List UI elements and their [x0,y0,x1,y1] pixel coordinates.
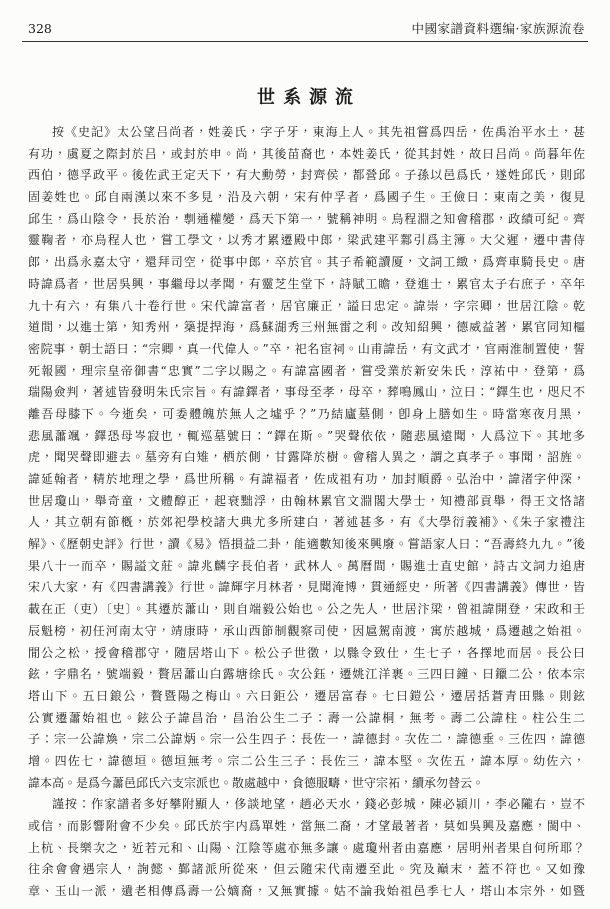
text-line: 宋八大家，有《四書講義》行世。諱輝字月林者，見聞淹博，貫通經史，所著《四書講義》傳世，皆 [28,580,585,595]
text-line: 人，其立朝有節槪，於郊祀學校諸大典尤多所建白，著述甚多，有《大學衍義補》、《朱子家禮注 [28,515,585,530]
text-line: 果八十一而卒，賜謚文莊。諱兆麟字長伯者，武林人。萬曆間，賜進士直史館，詩古文詞力追唐 [28,558,585,573]
header-rule [22,41,588,42]
body-text [28,122,585,903]
text-line: 邱生，爲山陰令，長於治，剸通權變，爲天下第一，號稱神明。烏程淵之知會稽郡，政績可紀。齊 [28,211,585,226]
text-line: 悲風蕭颯，鐸恐母岑寂也，輒巡墓號曰：“鐸在斯。”哭聲依依，隨悲風遠聞，人爲泣下。其地多 [28,428,585,443]
text-line: 道間，以進士第，知秀州，築提捍海，爲蘇湖秀三州無雷之利。改知紹興，德威益著，累官同知樞 [28,320,585,335]
text-line: 世居瓊山，舉奇童，文體醇正，起衰黜浮，由翰林累官文淵閣大學士，知禮部貢舉，得王文恪諸 [28,493,585,508]
section-title: 世系源流 [257,87,361,108]
text-line: 郎，出爲永嘉太守，還拜司空，從事中郎，卒於官。其子希範讀厦，文詞工緻，爲齊車騎長史。唐 [28,255,585,270]
text-line: 章、玉山一派，遺老相傳爲壽一公嫡裔，又無實據。姑不論我始祖邑季七人，塔山本宗外，如暨 [28,884,585,899]
text-line: 靈鞠者，亦烏程人也，嘗工學文，以秀才累遷殿中郎，梁武建平鄴引爲主簿。大父遲，遷中書侍 [28,233,585,248]
text-line: 固姜姓也。邱自兩漢以來不多見，沿及六朝，宋有仲孚者，爲國子生。王儉曰：東南之美，復見 [28,190,585,205]
text-line: 鉉，字鼎名，號端毅，贅居蕭山白露塘徐氏。次公鈺，遷姚江洋裹。三四曰鐘、曰鑞二公，依本宗 [28,667,585,682]
text-line: 公實遷蕭始祖也。鉉公子諱昌治，昌治公生二子：壽一公諱桐，無考。壽二公諱柱。柱公生二 [28,710,585,725]
text-line: 有功，虞夏之際封於吕，或封於申。尚，其後苗裔也，本姓姜氏，從其封姓，故曰吕尚。尚暮年佐 [28,146,585,161]
running-head: 中國家譜資料選编·家族源流卷 [411,21,585,36]
text-line: 密院事，朝士語曰：“宗卿，真一代偉人。”卒，祀名宦祠。山甫諱岳，有文武才，官兩淮制置使，誓 [28,341,585,356]
text-line: 子：宗一公諱煥，宗二公諱炳。宗一公生四子：長佐一，諱德封。次佐二，諱德垂。三佐四，諱德 [28,732,585,747]
text-line: 諱延翰者，精於地理之學，爲世所稱。有諱福者，佐成祖有功，加封順爵。弘治中，諱渚字仲深， [28,472,585,486]
text-line: 解》、《歷朝史評》行世，讀《易》悟損益二卦，能適數知後來興廢。嘗語家人曰：“吾壽終九九。”後 [28,537,585,552]
paragraph-genealogy [28,122,585,794]
text-line: 上杭、長樂次之，近若元和、山陽、江陰等處亦無多讓。處瓊州者由嘉應，居明州者果自何所耶？ [28,840,585,855]
text-line: 辰魁榜，初任河南太守，靖康時，承山西節制觀察司使，因扈駕南渡，寓於越城，爲遷越之始祖。 [28,623,585,638]
text-line: 死報國，理宗皇帝御書“忠實”二字以賜之。有諱富國者，嘗受業於新安朱氏，淳祐中，登第，爲 [28,363,585,378]
text-line: 離吾母膝下。今逝矣，可委體魄於無人之墟乎？”乃結廬墓側，卽身上膳如生。時當寒夜月黑， [28,406,585,421]
text-line: 虎，聞哭聲即避去。墓旁有白雉，栖於側，甘露降於樹。會稽人異之，謂之真孝子。事聞，詔旌。 [28,450,585,465]
text-line: 諱本高。是爲今蕭邑邱氏六支宗派也。散處越中，食德服疇，世守宗祏，續承勿替云。 [28,775,485,790]
text-line: 時諱爲者，世居吳興，事繼母以孝聞，有靈芝生堂下，詩賦工瞻，登進士，累官太子右庶子，卒年 [28,276,585,291]
text-line: 按《史記》太公望吕尚者，姓姜氏，字子牙，東海上人。其先祖嘗爲四岳，佐禹治平水土，甚 [52,125,585,139]
paragraph-note [28,794,585,902]
text-line: 瑞陽僉判，著述皆發明朱氏宗旨。有諱鐸者，事母至孝，母卒，葬鳴鳳山，泣曰：“鐸生也，咫尺不 [28,385,585,400]
text-line: 或信，而影響附會不少矣。邱氏於宇内爲單姓，當無二裔，才望最著者，莫如吳興及嘉應，閩中、 [28,819,585,833]
text-line: 塔山下。五曰鋃公，贅暨陽之梅山。六曰鉅公，遷居富春。七曰鎧公，遷居括蒼青田縣。則鉉 [28,688,585,703]
text-line: 謹按：作家譜者多好攀附顯人，侈談地望，趙必天水，錢必彭城，陳必潁川，李必隴右，豈不 [52,797,585,812]
text-line: 閒公之松，授會稽郡守，隨居塔山下。松公子世徵，以縣令致仕，生七子，各擇地而居。長公曰 [28,645,585,660]
text-line: 西伯，德孚政平。後佐武王定天下，有大勳勞，封齊侯，都營邱。子孫以邑爲氏，遂姓邱氏，則邱 [28,168,585,183]
text-line: 往余會會遇宗人，詢懿、鄞諸派所從來，但云隨宋代南遷至此。究及巔末，蓋不符也。又如豫 [28,862,585,877]
text-line: 載在正（吏）〔史〕。其遷於蕭山，則自端毅公始也。公之先人，世居汴梁，曾祖諱開登，宋政和壬 [28,602,585,617]
text-line: 九十有六，有集八十卷行世。宋代諱富者，居官廉正，謚曰忠定。諱崇，字宗卿，世居江陰。乾 [28,298,585,313]
page-number: 328 [28,21,52,36]
text-line: 增。四佐七，諱德垣。德垣無考。宗二公生三子：長佐三，諱本堅。次佐五，諱本厚。幼佐六， [28,753,585,768]
